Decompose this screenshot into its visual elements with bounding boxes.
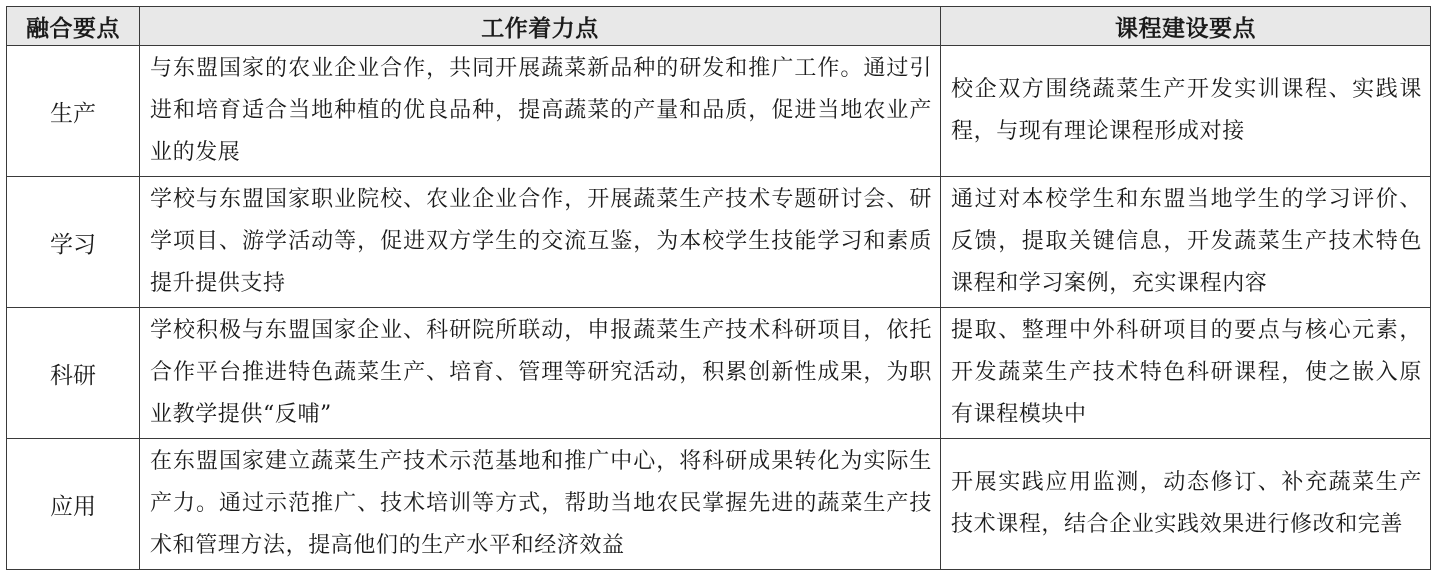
column-header-integration-point: 融合要点	[7, 7, 140, 46]
work-focus-cell: 与东盟国家的农业企业合作，共同开展蔬菜新品种的研发和推广工作。通过引进和培育适合当地种植的优良品种，提高蔬菜的产量和品质，促进当地农业产业的发展	[140, 46, 941, 177]
course-point-cell: 通过对本校学生和东盟当地学生的学习评价、反馈，提取关键信息，开发蔬菜生产技术特色课程和学习案例，充实课程内容	[941, 177, 1431, 308]
column-header-course-construction: 课程建设要点	[941, 7, 1431, 46]
row-key-cell: 学习	[7, 177, 140, 308]
course-point-cell: 开展实践应用监测，动态修订、补充蔬菜生产技术课程，结合企业实践效果进行修改和完善	[941, 439, 1431, 570]
table-row	[7, 308, 1431, 439]
work-focus-cell: 在东盟国家建立蔬菜生产技术示范基地和推广中心，将科研成果转化为实际生产力。通过示范推广、技术培训等方式，帮助当地农民掌握先进的蔬菜生产技术和管理方法，提高他们的生产水平和经济效益	[140, 439, 941, 570]
integration-table-container	[6, 6, 1430, 572]
row-key-cell: 生产	[7, 46, 140, 177]
course-point-cell: 校企双方围绕蔬菜生产开发实训课程、实践课程，与现有理论课程形成对接	[941, 46, 1431, 177]
table-row	[7, 439, 1431, 570]
work-focus-cell: 学校与东盟国家职业院校、农业企业合作，开展蔬菜生产技术专题研讨会、研学项目、游学活动等，促进双方学生的交流互鉴，为本校学生技能学习和素质提升提供支持	[140, 177, 941, 308]
table-header-row	[7, 7, 1431, 46]
table-row	[7, 177, 1431, 308]
row-key-cell: 应用	[7, 439, 140, 570]
course-point-cell: 提取、整理中外科研项目的要点与核心元素，开发蔬菜生产技术特色科研课程，使之嵌入原有课程模块中	[941, 308, 1431, 439]
work-focus-cell: 学校积极与东盟国家企业、科研院所联动，申报蔬菜生产技术科研项目，依托合作平台推进特色蔬菜生产、培育、管理等研究活动，积累创新性成果，为职业教学提供“反哺”	[140, 308, 941, 439]
row-key-cell: 科研	[7, 308, 140, 439]
table-row	[7, 46, 1431, 177]
column-header-work-focus: 工作着力点	[140, 7, 941, 46]
integration-table	[6, 6, 1431, 570]
